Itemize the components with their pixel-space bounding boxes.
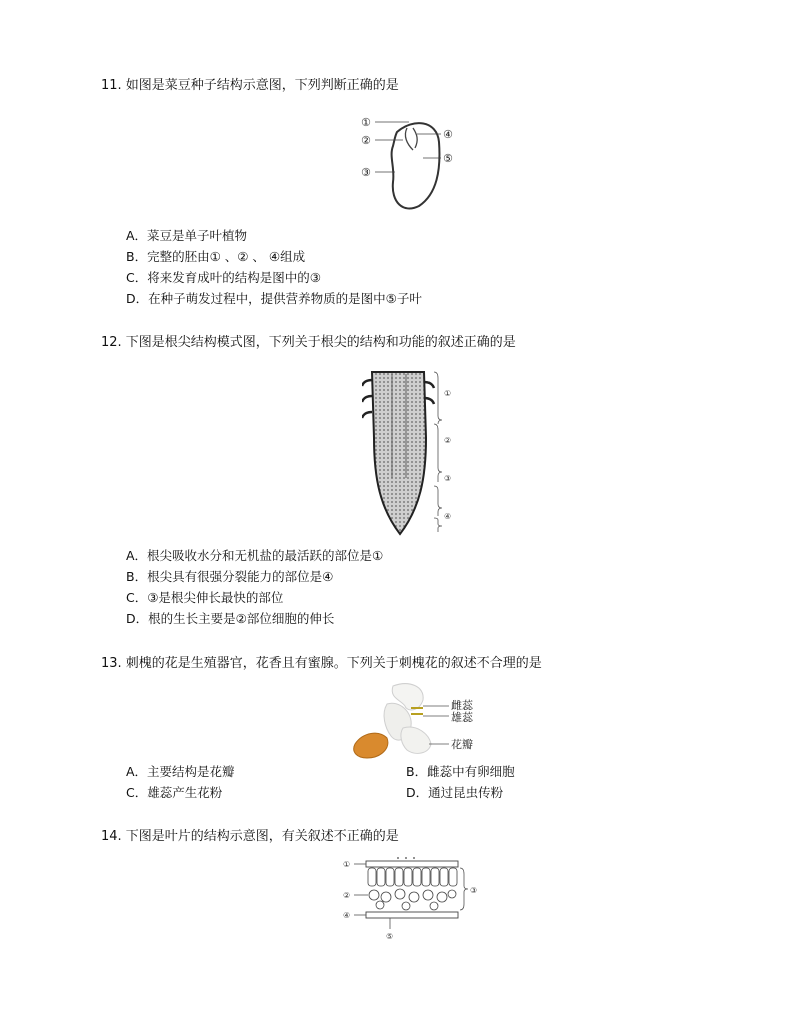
leaf-label-1: ① (343, 860, 351, 869)
q13-option-c: C．雄蕊产生花粉 (126, 785, 223, 800)
locust-flower-diagram (345, 678, 485, 763)
q12-option-d: D．根的生长主要是②部位细胞的伸长 (126, 611, 335, 626)
q12-option-b: B．根尖具有很强分裂能力的部位是④ (126, 569, 334, 584)
question-12-stem: 12. 下图是根尖结构模式图，下列关于根尖的结构和功能的叙述正确的是 (101, 335, 516, 350)
q11-option-c: C．将来发育成叶的结构是图中的③ (126, 270, 321, 285)
q13-option-b: B．雌蕊中有卵细胞 (406, 764, 515, 779)
flower-label-stamen: 雄蕊 (451, 711, 473, 724)
seed-label-1: ① (361, 116, 371, 129)
q11-option-d: D．在种子萌发过程中，提供营养物质的是图中⑤子叶 (126, 291, 422, 306)
seed-label-3: ③ (361, 166, 371, 179)
root-label-1: ① (444, 389, 452, 398)
seed-label-4: ④ (443, 128, 453, 141)
q12-option-a: A．根尖吸收水分和无机盐的最活跃的部位是① (126, 548, 384, 563)
leaf-cross-section-diagram (340, 855, 480, 943)
q11-option-b: B．完整的胚由① 、② 、 ④组成 (126, 249, 306, 264)
flower-label-petal: 花瓣 (451, 738, 473, 751)
seed-label-2: ② (361, 134, 371, 147)
q11-option-a: A．菜豆是单子叶植物 (126, 228, 248, 243)
leaf-label-4: ④ (343, 911, 351, 920)
question-14-stem: 14. 下图是叶片的结构示意图，有关叙述不正确的是 (101, 829, 399, 844)
q13-option-d: D．通过昆虫传粉 (406, 785, 504, 800)
leaf-label-2: ② (343, 891, 351, 900)
question-11-stem: 11. 如图是菜豆种子结构示意图，下列判断正确的是 (101, 78, 399, 93)
root-tip-diagram (362, 368, 462, 538)
root-label-4: ④ (444, 512, 452, 521)
root-label-3: ③ (444, 474, 452, 483)
leaf-label-3: ③ (470, 886, 478, 895)
q12-option-c: C．③是根尖伸长最快的部位 (126, 590, 284, 605)
root-label-2: ② (444, 436, 452, 445)
bean-seed-diagram (355, 110, 465, 215)
flower-label-pistil: 雌蕊 (451, 699, 473, 712)
leaf-label-5: ⑤ (386, 932, 394, 941)
q13-option-a: A．主要结构是花瓣 (126, 764, 235, 779)
seed-label-5: ⑤ (443, 152, 453, 165)
question-13-stem: 13. 刺槐的花是生殖器官，花香且有蜜腺。下列关于刺槐花的叙述不合理的是 (101, 656, 542, 671)
